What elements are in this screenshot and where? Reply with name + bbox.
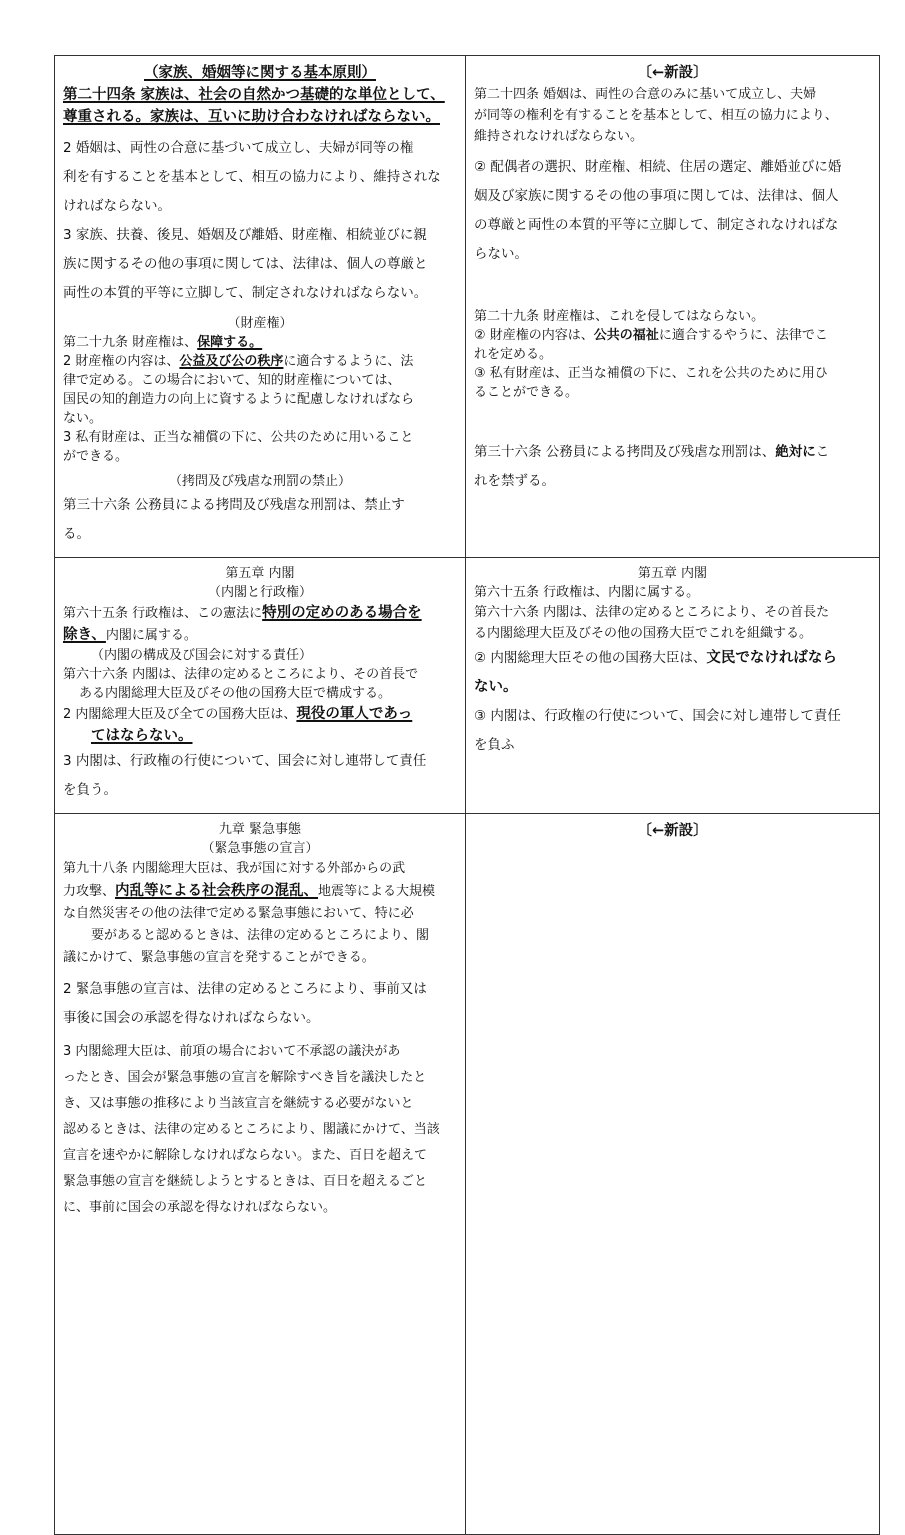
draft-article-24-para-3: 3 家族、扶養、後見、婚姻及び離婚、財産権、相続並びに親 族に関するその他の事項に関しては、法律は、個人の尊厳と 両性の本質的平等に立脚して、制定されなければならない。 xyxy=(63,227,428,301)
current-chapter-5-title: 第五章 内閣 xyxy=(637,566,708,581)
current-article-29: 第二十九条 財産権は、これを侵してはならない。 xyxy=(474,309,765,324)
heading-torture-ban: （拷問及び残虐な刑罰の禁止） xyxy=(168,474,351,489)
current-cell-chapter-9 xyxy=(466,814,880,1535)
current-article-36: 第三十六条 公務員による拷問及び残虐な刑罰は、絶対にこ れを禁ずる。 xyxy=(474,444,830,489)
current-article-29-para-2: ② 財産権の内容は、公共の福祉に適合するやうに、法律でこ れを定める。 xyxy=(474,328,828,362)
current-article-65: 第六十五条 行政権は、内閣に属する。 xyxy=(474,585,700,600)
heading-property-rights: （財産権） xyxy=(227,316,293,331)
current-article-24-para-2: ② 配偶者の選択、財産権、相続、住居の選定、離婚並びに婚 姻及び家族に関するその他の事項に関しては、法律は、個人 の尊厳と両性の本質的平等に立脚して、制定されなければな らない。 xyxy=(474,159,842,262)
draft-article-29-para-3: 3 私有財産は、正当な補償の下に、公共のために用いること ができる。 xyxy=(63,430,414,464)
draft-article-29-para-2: 2 財産権の内容は、公益及び公の秩序に適合するように、法 律で定める。この場合において、知的財産権については、 国民の知的創造力の向上に資するように配慮しなければなら ない。 xyxy=(63,354,415,426)
new-provision-heading-emergency: 〔←新設〕 xyxy=(637,823,708,839)
row-emergency xyxy=(55,814,880,1535)
draft-article-66: 第六十六条 内閣は、法律の定めるところにより、その首長で ある内閣総理大臣及びその他の国務大臣で構成する。 xyxy=(63,667,419,701)
current-cell-articles-24-29-36 xyxy=(466,56,880,558)
row-family-property xyxy=(55,56,880,558)
new-provision-heading: 〔←新設〕 xyxy=(637,65,708,81)
draft-article-24: 第二十四条 家族は、社会の自然かつ基礎的な単位として、 尊重される。家族は、互いに助け合わなければならない。 xyxy=(63,87,445,125)
heading-cabinet-composition: （内閣の構成及び国会に対する責任） xyxy=(91,648,313,663)
draft-article-36: 第三十六条 公務員による拷問及び残虐な刑罰は、禁止す る。 xyxy=(63,497,405,542)
current-article-66-para-3: ③ 内閣は、行政権の行使について、国会に対し連帯して責任 を負ふ xyxy=(474,708,841,753)
row-cabinet xyxy=(55,558,880,814)
draft-article-98-para-2: 2 緊急事態の宣言は、法律の定めるところにより、事前又は 事後に国会の承認を得なければならない。 xyxy=(63,981,427,1026)
draft-article-98: 第九十八条 内閣総理大臣は、我が国に対する外部からの武 力攻撃、内乱等による社会秩序の混乱、地震等による大規模 な自然災害その他の法律で定める緊急事態において、特に必 要があると認めるときは、法律の定めるところにより、閣 議にかけて、緊急事態の宣言を発することができる。 xyxy=(63,861,436,965)
current-article-66-para-2: ② 内閣総理大臣その他の国務大臣は、文民でなければなら ない。 xyxy=(474,650,837,695)
draft-article-98-para-3: 3 内閣総理大臣は、前項の場合において不承認の議決があ ったとき、国会が緊急事態の宣言を解除すべき旨を議決したと き、又は事態の推移により当該宣言を継続する必要がないと 認めるときは、法律の定めるところにより、閣議にかけて、当該 宣言を速やかに解除しなければならない。また、百日を超えて 緊急事態の宣言を継続しようとするときは、百日を超えるごと に、事前に国会の承認を得なければならない。 xyxy=(63,1044,440,1215)
draft-article-24-para-2: 2 婚姻は、両性の合意に基づいて成立し、夫婦が同等の権 利を有することを基本として、相互の協力により、維持されな ければならない。 xyxy=(63,140,441,214)
chapter-5-title: 第五章 内閣 xyxy=(225,566,295,581)
chapter-9-title: 九章 緊急事態 xyxy=(218,822,302,837)
draft-article-65: 第六十五条 行政権は、この憲法に特別の定めのある場合を 除き、内閣に属する。 xyxy=(63,605,422,643)
current-article-29-para-3: ③ 私有財産は、正当な補償の下に、これを公共のために用ひ ることができる。 xyxy=(474,366,828,400)
draft-cell-articles-24-29-36 xyxy=(55,56,466,558)
current-article-24: 第二十四条 婚姻は、両性の合意のみに基いて成立し、夫婦 が同等の権利を有することを基本として、相互の協力により、 維持されなければならない。 xyxy=(474,87,838,144)
heading-cabinet-executive: （内閣と行政権） xyxy=(207,585,312,600)
heading-family-principles: （家族、婚姻等に関する基本原則） xyxy=(144,65,376,81)
heading-emergency-declaration: （緊急事態の宣言） xyxy=(201,841,319,856)
comparison-table xyxy=(54,55,880,1535)
draft-cell-chapter-9 xyxy=(55,814,466,1535)
draft-article-29: 第二十九条 財産権は、保障する。 xyxy=(63,335,263,350)
draft-article-66-para-3: 3 内閣は、行政権の行使について、国会に対し連帯して責任 を負う。 xyxy=(63,753,427,798)
current-cell-chapter-5 xyxy=(466,558,880,814)
draft-article-66-para-2: 2 内閣総理大臣及び全ての国務大臣は、現役の軍人であっ てはならない。 xyxy=(63,706,413,744)
current-article-66: 第六十六条 内閣は、法律の定めるところにより、その首長た る内閣総理大臣及びその他の国務大臣でこれを組織する。 xyxy=(474,605,830,641)
draft-cell-chapter-5 xyxy=(55,558,466,814)
